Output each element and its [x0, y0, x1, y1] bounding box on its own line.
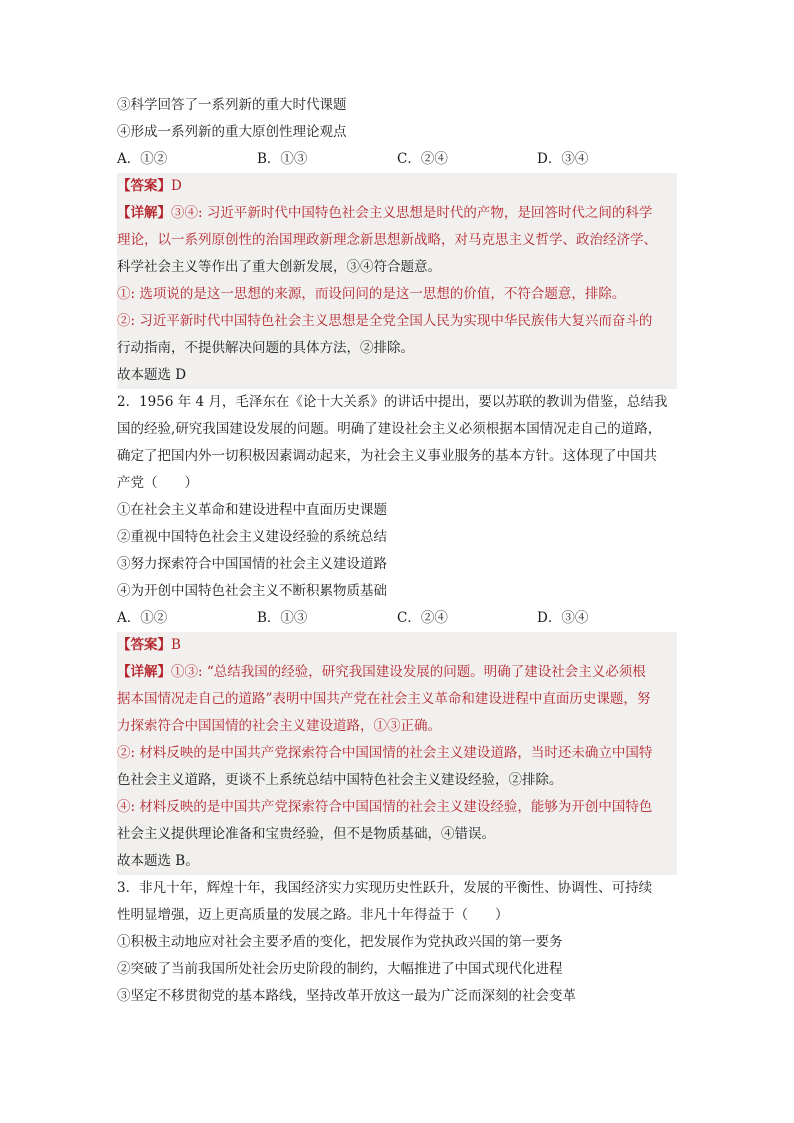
q2-item-3: ③努力探索符合中国国情的社会主义建设道路 — [117, 556, 387, 572]
q3-stem-2: 性明显增强，迈上更高质量的发展之路。非凡十年得益于（ ） — [117, 907, 509, 923]
q1-detail-line-2: 理论，以一系列原创性的治国理政新理念新思想新战略，对马克思主义哲学、政治经济学、 — [117, 232, 657, 248]
q3-item-2: ②突破了当前我国所处社会历史阶段的制约，大幅推进了中国式现代化进程 — [117, 961, 563, 977]
q2-choice-d: D．③④ — [537, 610, 589, 626]
q2-detail-line-5: 社会主义提供理论准备和宝贵经验，但不是物质基础，④错误。 — [117, 826, 495, 842]
q2-detail-red-1: ②: 材料反映的是中国共产党探索符合中国国情的社会主义建设道路，当时还未确立中国特 — [117, 745, 653, 761]
q1-choice-d: D．③④ — [537, 151, 589, 167]
q1-conclusion: 故本题选 D — [117, 367, 187, 383]
detail-text: ③④: 习近平新时代中国特色社会主义思想是时代的产物，是回答时代之间的科学 — [171, 205, 653, 221]
detail-tag: 【详解】 — [117, 205, 171, 221]
q2-stem-4: 产党（ ） — [117, 475, 198, 491]
q1-choice-c: C．②④ — [397, 151, 448, 167]
detail-text: ①③: “总结我国的经验，研究我国建设发展的问题。明确了建设社会主义必须根 — [171, 664, 646, 680]
q2-choice-b: B．①③ — [257, 610, 308, 626]
q2-stem-3: 确定了把国内外一切积极因素调动起来，为社会主义事业服务的基本方针。这体现了中国共 — [117, 448, 657, 464]
detail-tag: 【详解】 — [117, 664, 171, 680]
q2-item-4: ④为开创中国特色社会主义不断积累物质基础 — [117, 583, 387, 599]
q1-choice-b: B．①③ — [257, 151, 308, 167]
q2-answer-block — [117, 632, 677, 875]
q2-choice-a: A．①② — [117, 610, 168, 626]
q2-choice-c: C．②④ — [397, 610, 448, 626]
q2-detail-red-2: ④: 材料反映的是中国共产党探索符合中国国情的社会主义建设经验，能够为开创中国特色 — [117, 799, 653, 815]
document-content — [117, 92, 677, 1010]
q1-detail-red-2: ②: 习近平新时代中国特色社会主义思想是全党全国人民为实现中华民族伟大复兴而奋斗的 — [117, 313, 653, 329]
q1-detail-tail: 行动指南，不提供解决问题的具体方法，②排除。 — [117, 340, 414, 356]
q1-option-3: ③科学回答了一系列新的重大时代课题 — [117, 97, 347, 113]
q3-item-1: ①积极主动地应对社会主要矛盾的变化，把发展作为党执政兴国的第一要务 — [117, 934, 563, 950]
answer-value: D — [171, 178, 182, 194]
q3-stem-1: 3．非凡十年，辉煌十年，我国经济实力实现历史性跃升，发展的平衡性、协调性、可持续 — [117, 880, 653, 896]
q1-detail-red-1: ①: 选项说的是这一思想的来源，而设问问的是这一思想的价值，不符合题意，排除。 — [117, 286, 626, 302]
q2-stem-2: 国的经验,研究我国建设发展的问题。明确了建设社会主义必须根据本国情况走自己的道路， — [117, 421, 662, 437]
answer-value: B — [171, 637, 181, 653]
q1-choices — [117, 146, 677, 173]
q2-item-2: ②重视中国特色社会主义建设经验的系统总结 — [117, 529, 387, 545]
q2-detail-line-2: 据本国情况走自己的道路”表明中国共产党在社会主义革命和建设进程中直面历史课题，努 — [117, 691, 651, 707]
q2-item-1: ①在社会主义革命和建设进程中直面历史课题 — [117, 502, 387, 518]
q1-choice-a: A．①② — [117, 151, 168, 167]
q1-answer-line — [117, 173, 677, 200]
q3-item-3: ③坚定不移贯彻党的基本路线，坚持改革开放这一最为广泛而深刻的社会变革 — [117, 988, 576, 1004]
q1-detail-line-1 — [117, 200, 677, 227]
answer-tag: 【答案】 — [117, 178, 171, 194]
q1-detail-line-3: 科学社会主义等作出了重大创新发展，③④符合题意。 — [117, 259, 441, 275]
q2-answer-line — [117, 632, 677, 659]
q2-choices — [117, 605, 677, 632]
q2-detail-line-3: 力探索符合中国国情的社会主义建设道路，①③正确。 — [117, 718, 441, 734]
q2-detail-line-4: 色社会主义道路，更谈不上系统总结中国特色社会主义建设经验，②排除。 — [117, 772, 563, 788]
q2-stem-1: 2．1956 年 4 月，毛泽东在《论十大关系》的讲话中提出，要以苏联的教训为借鉴，总结我 — [117, 394, 668, 410]
q2-detail-line-1 — [117, 659, 677, 686]
q1-option-4: ④形成一系列新的重大原创性理论观点 — [117, 124, 347, 140]
q2-conclusion: 故本题选 B。 — [117, 853, 199, 869]
q1-answer-block — [117, 173, 677, 389]
answer-tag: 【答案】 — [117, 637, 171, 653]
